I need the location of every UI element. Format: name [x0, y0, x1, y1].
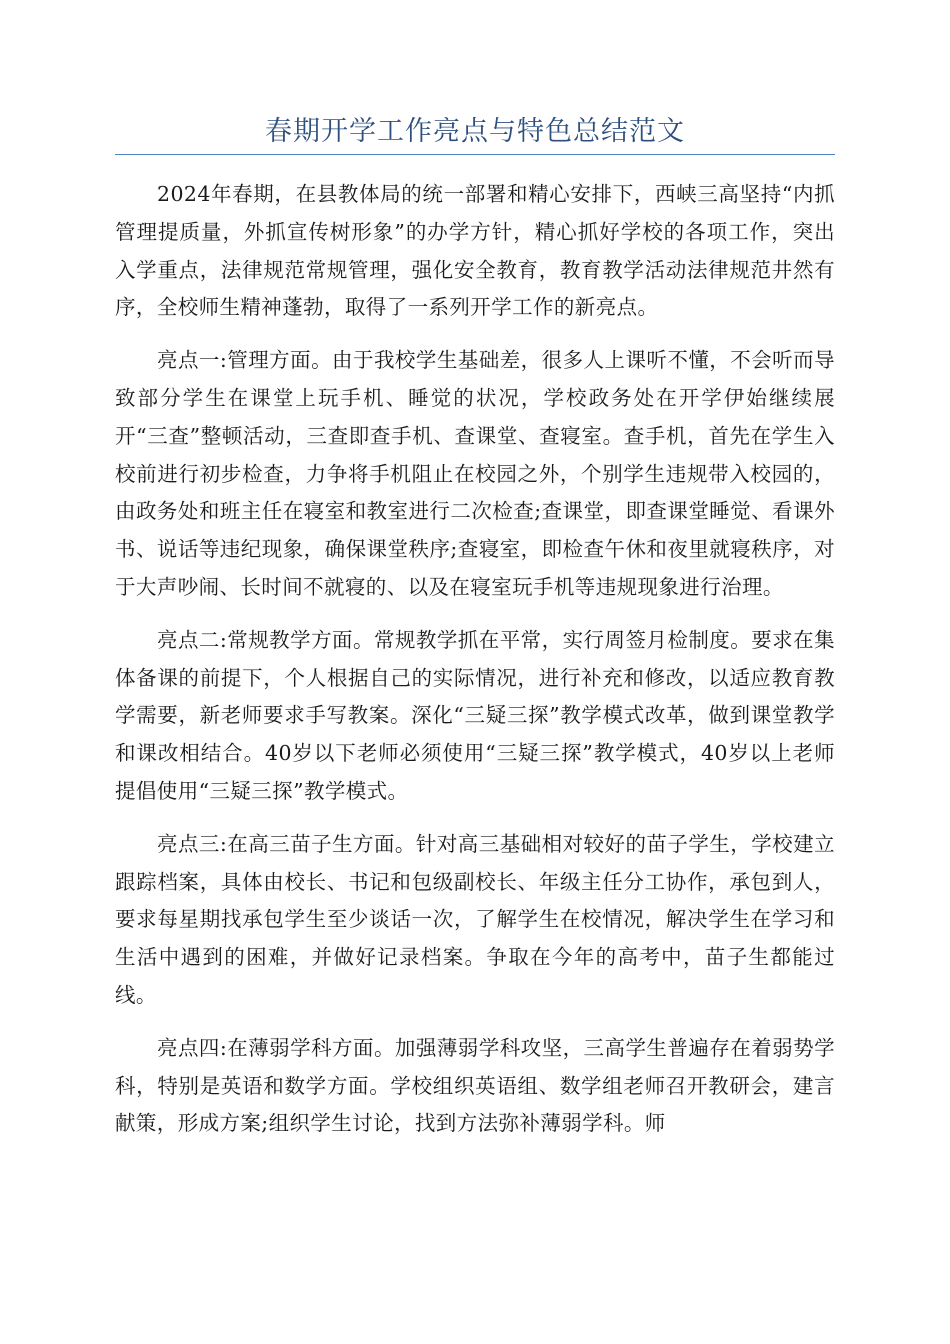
paragraph-highlight-2: 亮点二:常规教学方面。常规教学抓在平常，实行周签月检制度。要求在集体备课的前提下，个人根据自己的实际情况，进行补充和修改，以适应教育教学需要，新老师要求手写教案。深化“三疑三探”教学模式改革，做到课堂教学和课改相结合。40岁以下老师必须使用“三疑三探”教学模式，40岁以上老师提倡使用“三疑三探”教学模式。 — [115, 627, 835, 803]
title-underline — [115, 154, 835, 155]
paragraph-highlight-3: 亮点三:在高三苗子生方面。针对高三基础相对较好的苗子学生，学校建立跟踪档案，具体由校长、书记和包级副校长、年级主任分工协作，承包到人，要求每星期找承包学生至少谈话一次，了解学生在校情况，解决学生在学习和生活中遇到的困难，并做好记录档案。争取在今年的高考中，苗子生都能过线。 — [115, 831, 835, 1007]
paragraph-highlight-4: 亮点四:在薄弱学科方面。加强薄弱学科攻坚，三高学生普遍存在着弱势学科，特别是英语和数学方面。学校组织英语组、数学组老师召开教研会，建言献策，形成方案;组织学生讨论，找到方法弥补薄弱学科。师 — [115, 1035, 835, 1136]
paragraph-intro: 2024年春期，在县教体局的统一部署和精心安排下，西峡三高坚持“内抓管理提质量，外抓宣传树形象”的办学方针，精心抓好学校的各项工作，突出入学重点，法律规范常规管理，强化安全教育，教育教学活动法律规范井然有序，全校师生精神蓬勃，取得了一系列开学工作的新亮点。 — [115, 182, 835, 320]
paragraph-highlight-1: 亮点一:管理方面。由于我校学生基础差，很多人上课听不懂，不会听而导致部分学生在课堂上玩手机、睡觉的状况，学校政务处在开学伊始继续展开“三查”整顿活动，三查即查手机、查课堂、查寝室。查手机，首先在学生入校前进行初步检查，力争将手机阻止在校园之外，个别学生违规带入校园的，由政务处和班主任在寝室和教室进行二次检查;查课堂，即查课堂睡觉、看课外书、说话等违纪现象，确保课堂秩序;查寝室，即检查午休和夜里就寝秩序，对于大声吵闹、长时间不就寝的、以及在寝室玩手机等违规现象进行治理。 — [115, 348, 835, 599]
document-body — [115, 176, 835, 1158]
document-title: 春期开学工作亮点与特色总结范文 — [265, 116, 685, 147]
